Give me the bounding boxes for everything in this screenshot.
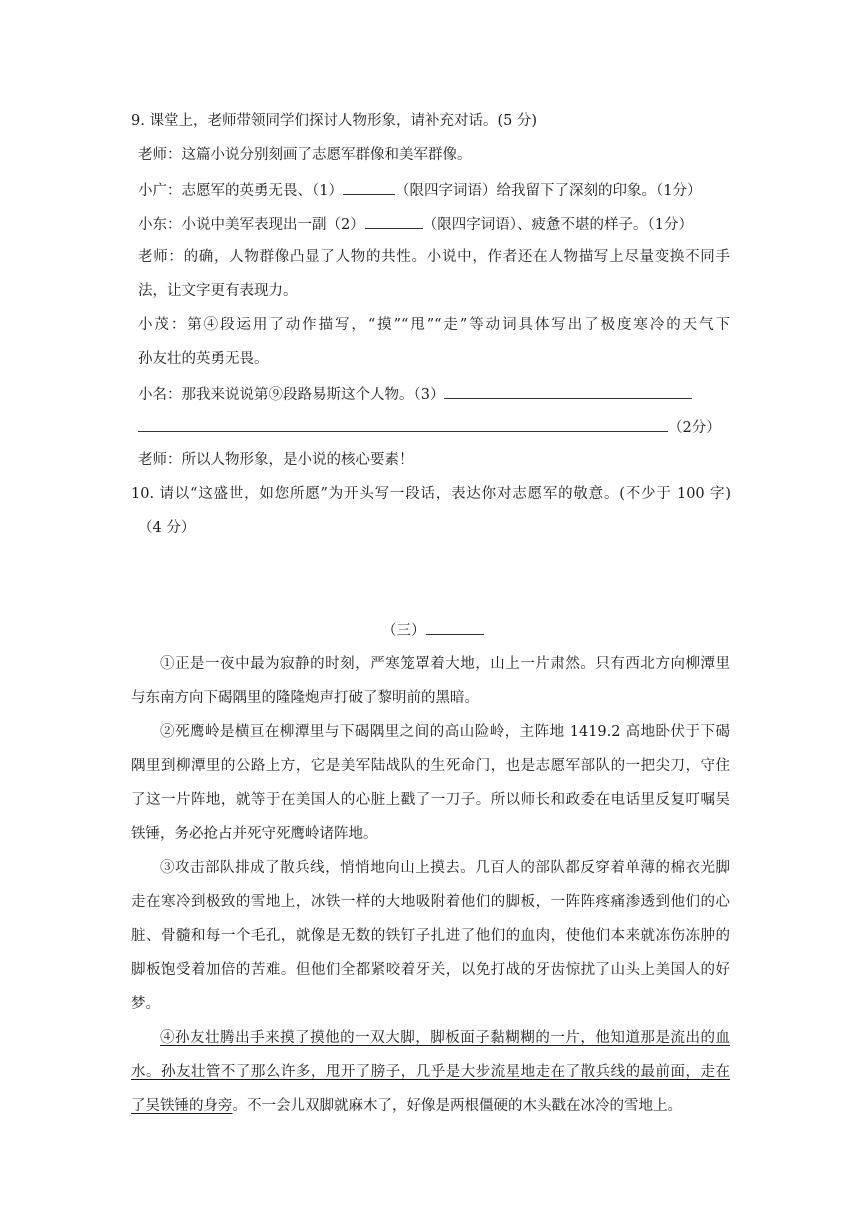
para2-line3: 了这一片阵地，就等于在美国人的心脏上戳了一刀子。所以师长和政委在电话里反复叮嘱吴 <box>131 792 730 808</box>
answer-blank-3a[interactable] <box>444 383 692 399</box>
dialogue-xiaoming-text: 小名：那我来说说第⑨段路易斯这个人物。（3） <box>138 387 445 403</box>
dialogue-xiaodong-suffix: （限四字词语）、疲惫不堪的样子。（1分） <box>422 217 693 233</box>
dialogue-teacher-1: 老师：这篇小说分别刻画了志愿军群像和美军群像。 <box>138 147 472 163</box>
para3-line5: 梦。 <box>131 996 160 1012</box>
para2-line4: 铁锤，务必抢占并死守死鹰岭诸阵地。 <box>131 826 378 842</box>
para3-line4: 脚板饱受着加倍的苦难。但他们全都紧咬着牙关，以免打战的牙齿惊扰了山头上美国人的好 <box>131 962 730 978</box>
para3-line3: 脏、骨髓和每一个毛孔，就像是无数的铁钉子扎进了他们的血肉，使他们本来就冻伤冻肿的 <box>131 928 730 944</box>
para2-line1: ②死鹰岭是横亘在柳潭里与下碣隅里之间的高山险岭，主阵地 1419.2 高地卧伏于下碣 <box>160 724 730 740</box>
dialogue-xiaodong-prefix: 小东：小说中美军表现出一副（2） <box>138 217 365 233</box>
para4-line3-underlined: 了吴铁锤的身旁 <box>131 1098 233 1114</box>
para2-line2: 隅里到柳潭里的公路上方，它是美军陆战队的生死命门，也是志愿军部队的一把尖刀，守住 <box>131 758 730 774</box>
answer-blank-3b[interactable] <box>138 416 668 432</box>
para4-line2: 水。孙友壮管不了那么许多，甩开了膀子，几乎是大步流星地走在了散兵线的最前面，走在 <box>131 1064 730 1080</box>
dialogue-xiaomao-line1: 小茂：第④段运用了动作描写，“摸”“甩”“走”等动词具体写出了极度寒冷的天气下 <box>138 317 730 333</box>
para1-line2: 与东南方向下碣隅里的隆隆炮声打破了黎明前的黑暗。 <box>131 690 479 706</box>
dialogue-teacher-2-line2: 法，让文字更有表现力。 <box>138 283 298 299</box>
para1-line1: ①正是一夜中最为寂静的时刻，严寒笼罩着大地，山上一片肃然。只有西北方向柳潭里 <box>160 656 730 672</box>
dialogue-xiaoguang <box>138 179 701 201</box>
dialogue-xiaodong <box>138 213 693 235</box>
dialogue-teacher-3: 老师：所以人物形象，是小说的核心要素！ <box>138 452 414 468</box>
dialogue-xiaomao-line2: 孙友壮的英勇无畏。 <box>138 351 269 367</box>
dialogue-xiaoming-line2 <box>138 416 721 438</box>
q10-line1: 10. 请以“这盛世，如您所愿”为开头写一段话，表达你对志愿军的敬意。(不少于 100 字) <box>131 486 731 502</box>
section-title <box>382 619 484 641</box>
q9-header: 9. 课堂上，老师带领同学们探讨人物形象，请补充对话。(5 分) <box>131 113 538 129</box>
para4-line3 <box>131 1096 682 1116</box>
para3-line1: ③攻击部队排成了散兵线，悄悄地向山上摸去。几百人的部队都反穿着单薄的棉衣光脚 <box>160 860 730 876</box>
title-blank[interactable] <box>426 619 484 635</box>
dialogue-xiaoming-score: （2分） <box>668 420 721 436</box>
dialogue-xiaoguang-suffix: （限四字词语）给我留下了深刻的印象。（1分） <box>394 183 702 199</box>
para4-line1: ④孙友壮腾出手来摸了摸他的一双大脚，脚板面子黏糊糊的一片，他知道那是流出的血 <box>160 1030 730 1046</box>
dialogue-xiaoguang-prefix: 小广：志愿军的英勇无畏、（1） <box>138 183 343 199</box>
para3-line2: 走在寒冷到极致的雪地上，冰铁一样的大地吸附着他们的脚板，一阵阵疼痛渗透到他们的心 <box>131 894 730 910</box>
answer-blank-2[interactable] <box>365 213 423 229</box>
q10-line2: （4 分） <box>138 520 196 536</box>
section-title-label: （三） <box>382 623 426 639</box>
dialogue-xiaoming <box>138 383 692 405</box>
answer-blank-1[interactable] <box>343 179 395 195</box>
dialogue-teacher-2-line1: 老师：的确，人物群像凸显了人物的共性。小说中，作者还在人物描写上尽量变换不同手 <box>138 249 730 265</box>
para4-line3-rest: 。不一会儿双脚就麻木了，好像是两根僵硬的木头戳在冰冷的雪地上。 <box>232 1098 682 1114</box>
